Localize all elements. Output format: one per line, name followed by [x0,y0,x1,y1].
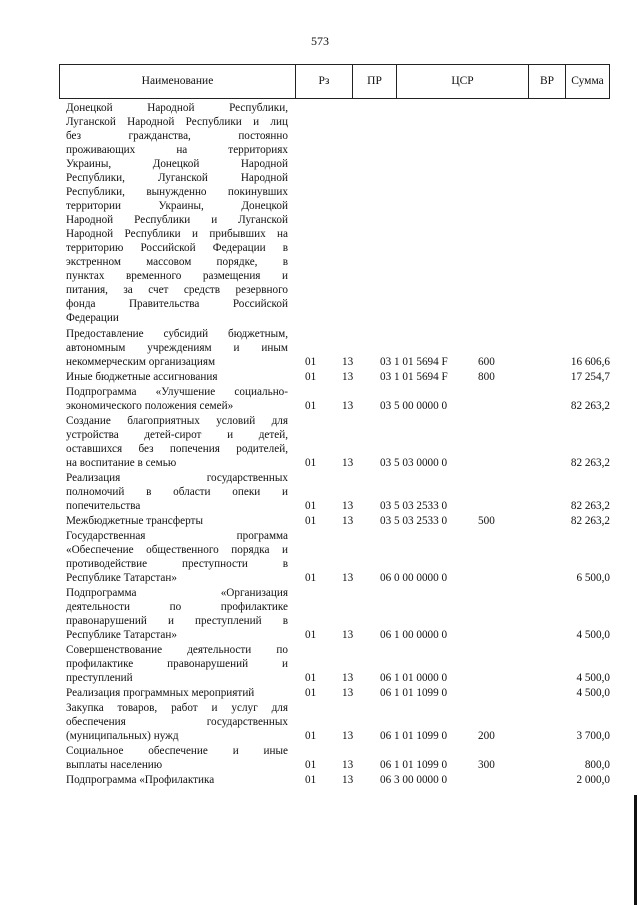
table-header [59,64,610,99]
row-name-line: Луганской Народной Республики и лиц [66,116,288,128]
row-vr: 800 [478,371,495,383]
row-sum: 2 000,0 [576,774,610,786]
row-pr: 13 [342,572,354,584]
row-name-line: полномочий в области опеки и [66,486,288,498]
row-csr: 06 1 01 1099 0 [380,730,448,742]
row-name-line: устройства детей-сирот и детей, [66,429,288,441]
row-csr: 06 1 01 0000 0 [380,672,448,684]
row-name-line: Украины, Донецкой Народной [66,158,288,170]
row-name-line: экстренном массовом порядке, в [66,256,288,268]
row-name-line: (муниципальных) нужд [66,730,179,742]
row-name-line: «Обеспечение общественного порядка и [66,544,288,556]
row-pr: 13 [342,371,354,383]
row-pr: 13 [342,515,354,527]
row-pr: 13 [342,774,354,786]
row-name-line: Подпрограмма «Организация [66,587,288,599]
row-sum: 82 263,2 [570,400,610,412]
row-sum: 82 263,2 [570,500,610,512]
row-rz: 01 [305,629,317,641]
row-name-line: Предоставление субсидий бюджетным, [66,328,288,340]
row-rz: 01 [305,356,317,368]
row-rz: 01 [305,500,317,512]
row-name-line: Народной Республики и прибывших на [66,228,288,240]
row-name-line: правонарушений и преступлений в [66,615,288,627]
row-name-line: Федерации [66,312,119,324]
row-name-line: преступлений [66,672,133,684]
row-csr: 06 1 01 1099 0 [380,759,448,771]
page-number: 573 [311,34,329,48]
header-rz: Рз [296,65,353,98]
row-name-line: без гражданства, постоянно [66,130,288,142]
row-name-line: Совершенствование деятельности по [66,644,288,656]
row-name-line: некоммерческим организациям [66,356,216,368]
row-rz: 01 [305,457,317,469]
row-name-line: Республике Татарстан» [66,572,177,584]
row-csr: 03 5 03 2533 0 [380,515,448,527]
row-sum: 800,0 [584,759,610,771]
row-pr: 13 [342,730,354,742]
row-pr: 13 [342,500,354,512]
row-vr: 500 [478,515,495,527]
row-sum: 6 500,0 [576,572,610,584]
header-name: Наименование [60,65,296,98]
row-rz: 01 [305,371,317,383]
row-name-line: территории Украины, Донецкой [66,200,288,212]
row-csr: 03 1 01 5694 F [380,356,448,368]
row-pr: 13 [342,672,354,684]
row-csr: 06 1 00 0000 0 [380,629,448,641]
row-pr: 13 [342,759,354,771]
row-name-line: Государственная программа [66,530,288,542]
row-name-line: Реализация программных мероприятий [66,687,255,699]
row-rz: 01 [305,759,317,771]
row-name-line: Народной Республики и Луганской [66,214,288,226]
row-pr: 13 [342,629,354,641]
row-rz: 01 [305,730,317,742]
row-pr: 13 [342,356,354,368]
row-sum: 4 500,0 [576,629,610,641]
row-csr: 06 0 00 0000 0 [380,572,448,584]
row-vr: 200 [478,730,495,742]
row-name-line: профилактике правонарушений и [66,658,288,670]
row-rz: 01 [305,400,317,412]
row-name-line: деятельности по профилактике [66,601,288,613]
row-sum: 17 254,7 [570,371,610,383]
row-csr: 06 3 00 0000 0 [380,774,448,786]
row-name-line: экономического положения семей» [66,400,234,412]
row-rz: 01 [305,774,317,786]
table-body [0,99,640,799]
header-sum: Сумма [571,75,604,87]
row-name-line: оставшихся без попечения родителей, [66,443,288,455]
header-pr: ПР [353,65,397,98]
row-name-line: Подпрограмма «Профилактика [66,774,215,786]
row-name-line: Республике Татарстан» [66,629,177,641]
row-vr: 600 [478,356,495,368]
row-pr: 13 [342,400,354,412]
row-name-line: Межбюджетные трансферты [66,515,203,527]
row-name-line: Реализация государственных [66,472,288,484]
row-sum: 82 263,2 [570,457,610,469]
row-csr: 03 1 01 5694 F [380,371,448,383]
row-csr: 06 1 01 1099 0 [380,687,448,699]
row-name-line: питания, за счет средств резервного [66,284,288,296]
header-csr: ЦСР [397,65,529,98]
row-name-line: попечительства [66,500,141,512]
row-rz: 01 [305,672,317,684]
row-name-line: автономным учреждениям и иным [66,342,288,354]
row-vr: 300 [478,759,495,771]
row-rz: 01 [305,572,317,584]
row-name-line: Социальное обеспечение и иные [66,745,288,757]
row-sum: 3 700,0 [576,730,610,742]
row-sum: 82 263,2 [570,515,610,527]
row-sum: 16 606,6 [570,356,610,368]
row-pr: 13 [342,457,354,469]
row-sum: 4 500,0 [576,672,610,684]
row-csr: 03 5 03 0000 0 [380,457,448,469]
row-name-line: Создание благоприятных условий для [66,415,288,427]
row-csr: 03 5 03 2533 0 [380,500,448,512]
row-name-line: обеспечения государственных [66,716,288,728]
scan-edge-mark [634,795,637,905]
row-sum: 4 500,0 [576,687,610,699]
row-name-line: на воспитание в семью [66,457,177,469]
row-rz: 01 [305,687,317,699]
row-csr: 03 5 00 0000 0 [380,400,448,412]
row-name-line: территорию Российской Федерации в [66,242,288,254]
header-vr: ВР [529,65,566,98]
row-name-line: выплаты населению [66,759,163,771]
row-name-line: фонда Правительства Российской [66,298,288,310]
row-name-line: противодействие преступности в [66,558,288,570]
row-name-line: Закупка товаров, работ и услуг для [66,702,288,714]
row-pr: 13 [342,687,354,699]
row-name-line: Иные бюджетные ассигнования [66,371,218,383]
row-name-line: Донецкой Народной Республики, [66,102,288,114]
row-rz: 01 [305,515,317,527]
row-name-line: Республики, вынужденно покинувших [66,186,288,198]
row-name-line: Республики, Луганской Народной [66,172,288,184]
row-name-line: Подпрограмма «Улучшение социально- [66,386,288,398]
row-name-line: проживающих на территориях [66,144,288,156]
row-name-line: пунктах временного размещения и [66,270,288,282]
